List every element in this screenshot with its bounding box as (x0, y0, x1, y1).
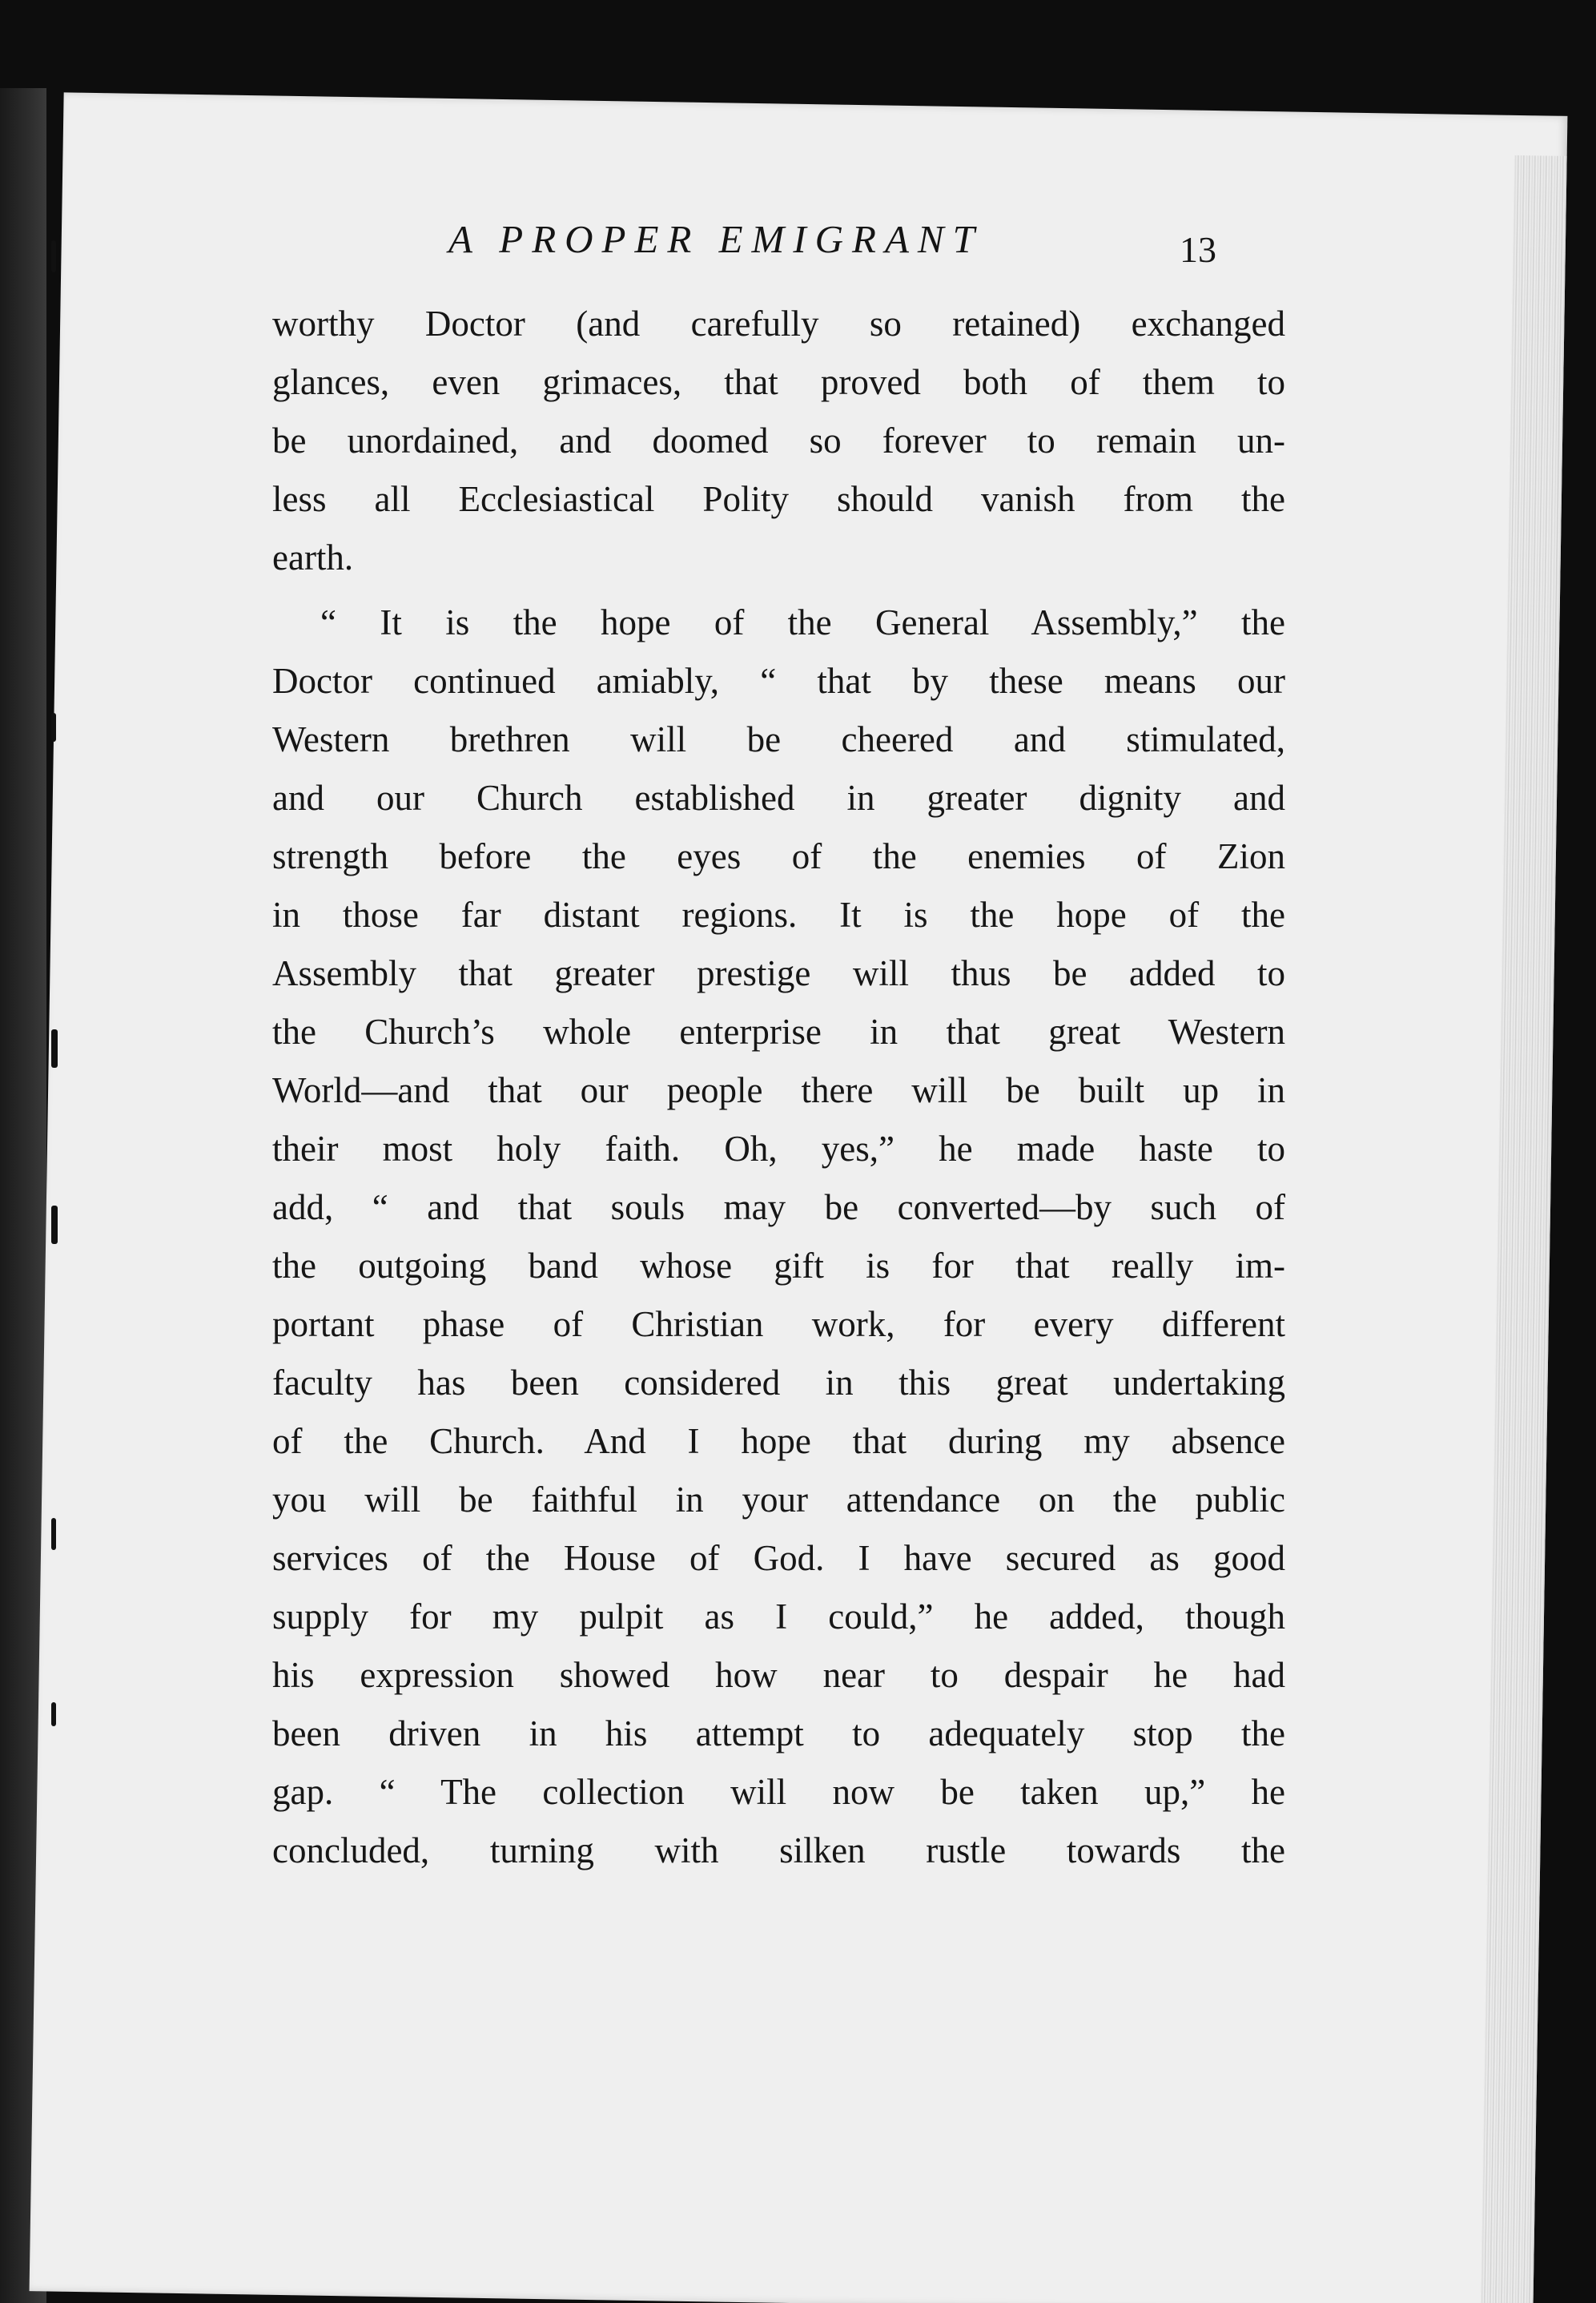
text-line: you will be faithful in your attendance on the public (272, 1480, 1285, 1520)
body-text (272, 295, 1285, 1880)
text-line: Doctor continued amiably, “ that by these means our (272, 661, 1285, 701)
text-line: their most holy faith. Oh, yes,” he made haste to (272, 1129, 1285, 1169)
text-line: been driven in his attempt to adequately stop the (272, 1713, 1285, 1753)
page-number: 13 (1180, 229, 1216, 270)
text-line: of the Church. And I hope that during my absence (272, 1421, 1285, 1461)
page-fore-edge (1480, 155, 1566, 2303)
binding-thread-mark (51, 1702, 56, 1726)
text-line: the Church’s whole enterprise in that great Western (272, 1012, 1285, 1052)
text-line: his expression showed how near to despair he had (272, 1655, 1285, 1695)
text-line: Western brethren will be cheered and stimulated, (272, 719, 1285, 759)
text-line: the outgoing band whose gift is for that really im- (272, 1246, 1285, 1286)
text-line: “ It is the hope of the General Assembly,” the (320, 602, 1285, 642)
binding-thread-mark (51, 240, 56, 272)
text-line: add, “ and that souls may be converted—by such of (272, 1187, 1285, 1227)
text-line: concluded, turning with silken rustle towards the (272, 1830, 1285, 1870)
text-line: faculty has been considered in this great undertaking (272, 1363, 1285, 1403)
text-line: supply for my pulpit as I could,” he added, though (272, 1596, 1285, 1637)
text-line: gap. “ The collection will now be taken up,” he (272, 1772, 1285, 1812)
text-line: and our Church established in greater dignity and (272, 778, 1285, 818)
text-line: worthy Doctor (and carefully so retained) exchanged (272, 304, 1285, 344)
text-line: services of the House of God. I have secured as good (272, 1538, 1285, 1578)
text-line: portant phase of Christian work, for every different (272, 1304, 1285, 1344)
text-line: Assembly that greater prestige will thus be added to (272, 953, 1285, 993)
text-line: earth. (272, 538, 354, 578)
binding-thread-mark (51, 1029, 58, 1068)
running-head-title: A PROPER EMIGRANT (448, 217, 983, 261)
text-line: less all Ecclesiastical Polity should vanish from the (272, 479, 1285, 519)
text-line: strength before the eyes of the enemies of Zion (272, 836, 1285, 876)
binding-thread-mark (51, 1518, 56, 1550)
text-line: in those far distant regions. It is the hope of the (272, 895, 1285, 935)
text-line: World—and that our people there will be built up in (272, 1070, 1285, 1110)
binding-thread-mark (51, 1206, 58, 1244)
text-line: be unordained, and doomed so forever to remain un- (272, 421, 1285, 461)
text-line: glances, even grimaces, that proved both of them to (272, 362, 1285, 402)
binding-thread-mark (51, 713, 56, 742)
